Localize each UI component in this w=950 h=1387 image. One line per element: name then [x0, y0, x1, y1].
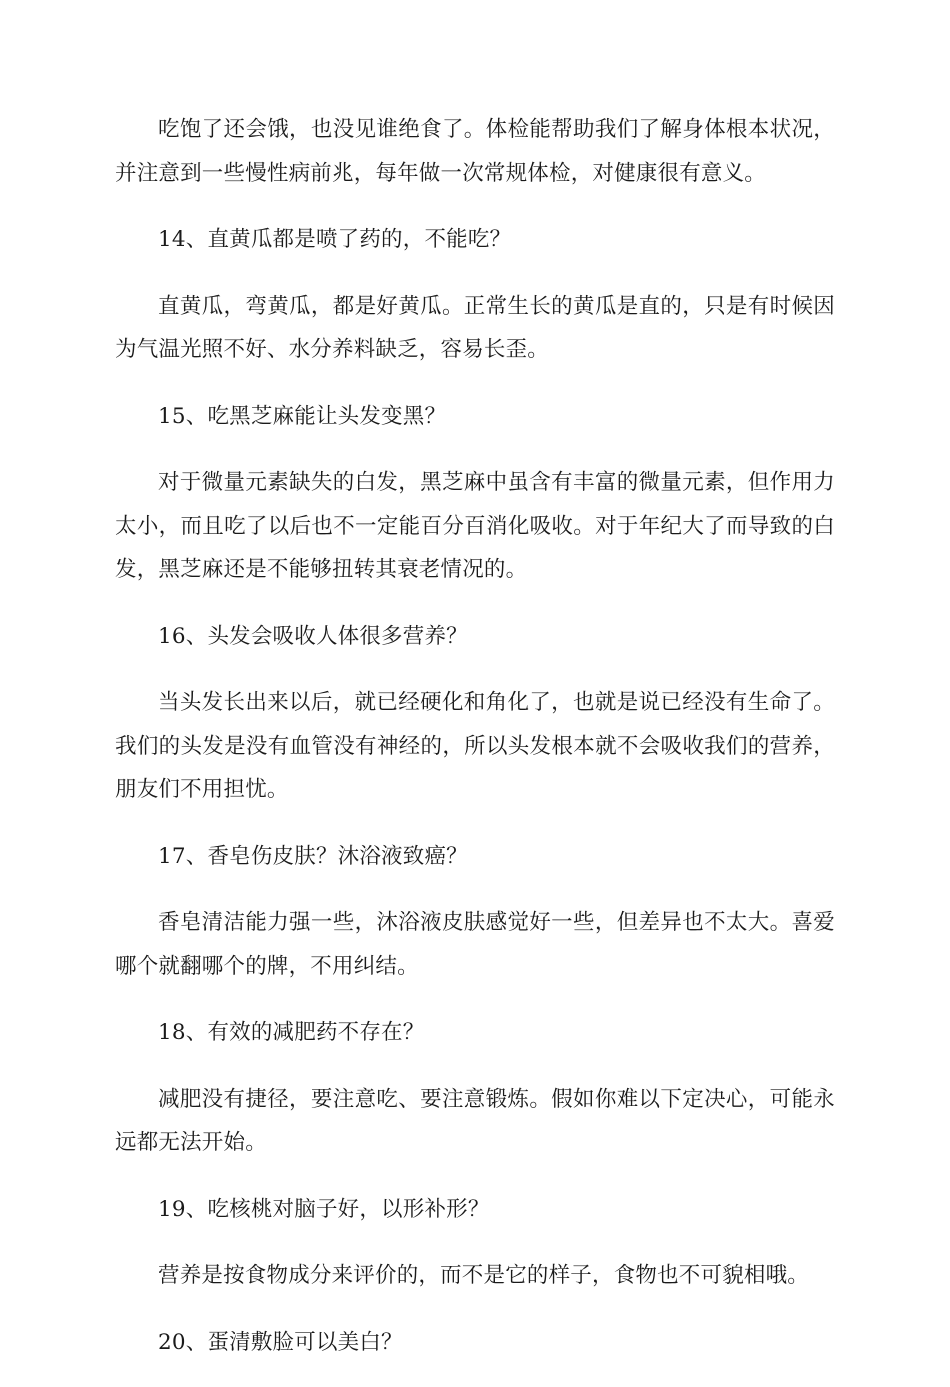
answer-15: 对于微量元素缺失的白发，黑芝麻中虽含有丰富的微量元素，但作用力太小，而且吃了以后也不一定能百分百消化吸收。对于年纪大了而导致的白发，黑芝麻还是不能够扭转其衰老情况的。: [115, 470, 835, 582]
answer-16: 当头发长出来以后，就已经硬化和角化了，也就是说已经没有生命了。我们的头发是没有血管没有神经的，所以头发根本就不会吸收我们的营养，朋友们不用担忧。: [115, 690, 835, 802]
paragraph-checkup-answer: 吃饱了还会饿，也没见谁绝食了。体检能帮助我们了解身体根本状况，并注意到一些慢性病前兆，每年做一次常规体检，对健康很有意义。: [115, 117, 835, 186]
question-19: 19、吃核桃对脑子好，以形补形？: [158, 1196, 490, 1222]
question-16: 16、头发会吸收人体很多营养？: [158, 623, 468, 649]
question-15: 15、吃黑芝麻能让头发变黑？: [158, 403, 447, 429]
question-20: 20、蛋清敷脸可以美白？: [158, 1329, 403, 1355]
answer-19: 营养是按食物成分来评价的，而不是它的样子，食物也不可貌相哦。: [158, 1263, 810, 1288]
document-page: [115, 108, 835, 1387]
answer-17: 香皂清洁能力强一些，沐浴液皮肤感觉好一些，但差异也不太大。喜爱哪个就翻哪个的牌，不用纠结。: [115, 910, 835, 979]
question-18: 18、有效的减肥药不存在？: [158, 1020, 425, 1045]
question-17: 17、香皂伤皮肤？沐浴液致癌？: [158, 843, 468, 869]
answer-14: 直黄瓜，弯黄瓜，都是好黄瓜。正常生长的黄瓜是直的，只是有时候因为气温光照不好、水分养料缺乏，容易长歪。: [115, 293, 835, 362]
question-14: 14、直黄瓜都是喷了药的，不能吃？: [158, 227, 512, 252]
answer-18: 减肥没有捷径，要注意吃、要注意锻炼。假如你难以下定决心，可能永远都无法开始。: [115, 1086, 835, 1155]
